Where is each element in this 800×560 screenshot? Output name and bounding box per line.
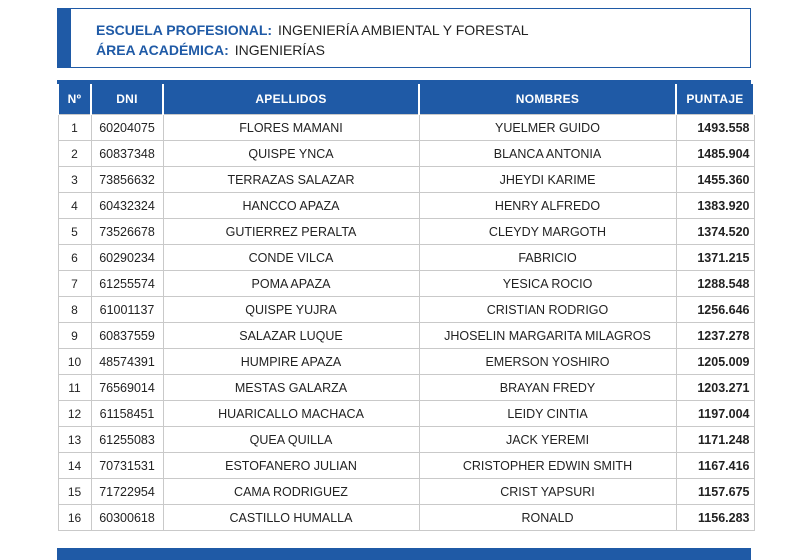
table-row	[58, 401, 754, 427]
dni-cell: 70731531	[91, 453, 163, 479]
row-number: 16	[58, 505, 91, 531]
puntaje-cell: 1156.283	[676, 505, 754, 531]
area-label: ÁREA ACADÉMICA:	[96, 42, 229, 58]
dni-cell: 61255574	[91, 271, 163, 297]
dni-cell: 73856632	[91, 167, 163, 193]
nombres-cell: JHOSELIN MARGARITA MILAGROS	[419, 323, 676, 349]
header-box	[57, 8, 751, 68]
col-header-apellidos: APELLIDOS	[163, 84, 419, 115]
table-row	[58, 219, 754, 245]
col-header-puntaje: PUNTAJE	[676, 84, 754, 115]
apellidos-cell: QUEA QUILLA	[163, 427, 419, 453]
row-number: 9	[58, 323, 91, 349]
col-header-dni: DNI	[91, 84, 163, 115]
dni-cell: 76569014	[91, 375, 163, 401]
dni-cell: 61001137	[91, 297, 163, 323]
area-value: INGENIERÍAS	[234, 42, 325, 58]
dni-cell: 48574391	[91, 349, 163, 375]
nombres-cell: CRISTOPHER EDWIN SMITH	[419, 453, 676, 479]
results-table	[57, 84, 755, 531]
apellidos-cell: CONDE VILCA	[163, 245, 419, 271]
puntaje-cell: 1374.520	[676, 219, 754, 245]
puntaje-cell: 1256.646	[676, 297, 754, 323]
puntaje-cell: 1237.278	[676, 323, 754, 349]
nombres-cell: HENRY ALFREDO	[419, 193, 676, 219]
apellidos-cell: HUARICALLO MACHACA	[163, 401, 419, 427]
nombres-cell: LEIDY CINTIA	[419, 401, 676, 427]
nombres-cell: CRIST YAPSURI	[419, 479, 676, 505]
table-row	[58, 479, 754, 505]
puntaje-cell: 1157.675	[676, 479, 754, 505]
table-row	[58, 375, 754, 401]
apellidos-cell: HANCCO APAZA	[163, 193, 419, 219]
puntaje-cell: 1203.271	[676, 375, 754, 401]
puntaje-cell: 1455.360	[676, 167, 754, 193]
school-line	[96, 22, 529, 38]
puntaje-cell: 1167.416	[676, 453, 754, 479]
dni-cell: 60204075	[91, 115, 163, 141]
nombres-cell: EMERSON YOSHIRO	[419, 349, 676, 375]
footer-bar	[57, 548, 751, 560]
nombres-cell: BLANCA ANTONIA	[419, 141, 676, 167]
row-number: 10	[58, 349, 91, 375]
row-number: 4	[58, 193, 91, 219]
puntaje-cell: 1205.009	[676, 349, 754, 375]
table-row	[58, 141, 754, 167]
table-row	[58, 453, 754, 479]
row-number: 15	[58, 479, 91, 505]
dni-cell: 60290234	[91, 245, 163, 271]
row-number: 8	[58, 297, 91, 323]
row-number: 1	[58, 115, 91, 141]
nombres-cell: YUELMER GUIDO	[419, 115, 676, 141]
apellidos-cell: SALAZAR LUQUE	[163, 323, 419, 349]
table-row	[58, 427, 754, 453]
dni-cell: 60837559	[91, 323, 163, 349]
row-number: 2	[58, 141, 91, 167]
nombres-cell: CLEYDY MARGOTH	[419, 219, 676, 245]
apellidos-cell: CAMA RODRIGUEZ	[163, 479, 419, 505]
school-label: ESCUELA PROFESIONAL:	[96, 22, 273, 38]
nombres-cell: JACK YEREMI	[419, 427, 676, 453]
puntaje-cell: 1197.004	[676, 401, 754, 427]
puntaje-cell: 1171.248	[676, 427, 754, 453]
row-number: 6	[58, 245, 91, 271]
row-number: 3	[58, 167, 91, 193]
row-number: 5	[58, 219, 91, 245]
dni-cell: 60432324	[91, 193, 163, 219]
table-row	[58, 349, 754, 375]
dni-cell: 73526678	[91, 219, 163, 245]
row-number: 13	[58, 427, 91, 453]
apellidos-cell: QUISPE YNCA	[163, 141, 419, 167]
area-line	[96, 42, 325, 58]
col-header-number: Nº	[58, 84, 91, 115]
nombres-cell: BRAYAN FREDY	[419, 375, 676, 401]
dni-cell: 61158451	[91, 401, 163, 427]
table-row	[58, 115, 754, 141]
apellidos-cell: CASTILLO HUMALLA	[163, 505, 419, 531]
apellidos-cell: MESTAS GALARZA	[163, 375, 419, 401]
table-row	[58, 323, 754, 349]
col-header-nombres: NOMBRES	[419, 84, 676, 115]
puntaje-cell: 1383.920	[676, 193, 754, 219]
nombres-cell: JHEYDI KARIME	[419, 167, 676, 193]
puntaje-cell: 1493.558	[676, 115, 754, 141]
apellidos-cell: FLORES MAMANI	[163, 115, 419, 141]
dni-cell: 60837348	[91, 141, 163, 167]
table-row	[58, 297, 754, 323]
puntaje-cell: 1485.904	[676, 141, 754, 167]
puntaje-cell: 1371.215	[676, 245, 754, 271]
row-number: 12	[58, 401, 91, 427]
table-row	[58, 271, 754, 297]
table-row	[58, 193, 754, 219]
apellidos-cell: POMA APAZA	[163, 271, 419, 297]
nombres-cell: RONALD	[419, 505, 676, 531]
school-value: INGENIERÍA AMBIENTAL Y FORESTAL	[278, 22, 529, 38]
apellidos-cell: TERRAZAS SALAZAR	[163, 167, 419, 193]
apellidos-cell: ESTOFANERO JULIAN	[163, 453, 419, 479]
nombres-cell: CRISTIAN RODRIGO	[419, 297, 676, 323]
table-body	[58, 115, 754, 531]
apellidos-cell: HUMPIRE APAZA	[163, 349, 419, 375]
row-number: 7	[58, 271, 91, 297]
table-row	[58, 167, 754, 193]
nombres-cell: YESICA ROCIO	[419, 271, 676, 297]
row-number: 14	[58, 453, 91, 479]
table-header-row	[58, 84, 754, 115]
nombres-cell: FABRICIO	[419, 245, 676, 271]
table-row	[58, 245, 754, 271]
dni-cell: 71722954	[91, 479, 163, 505]
apellidos-cell: GUTIERREZ PERALTA	[163, 219, 419, 245]
row-number: 11	[58, 375, 91, 401]
dni-cell: 60300618	[91, 505, 163, 531]
apellidos-cell: QUISPE YUJRA	[163, 297, 419, 323]
table-row	[58, 505, 754, 531]
puntaje-cell: 1288.548	[676, 271, 754, 297]
dni-cell: 61255083	[91, 427, 163, 453]
